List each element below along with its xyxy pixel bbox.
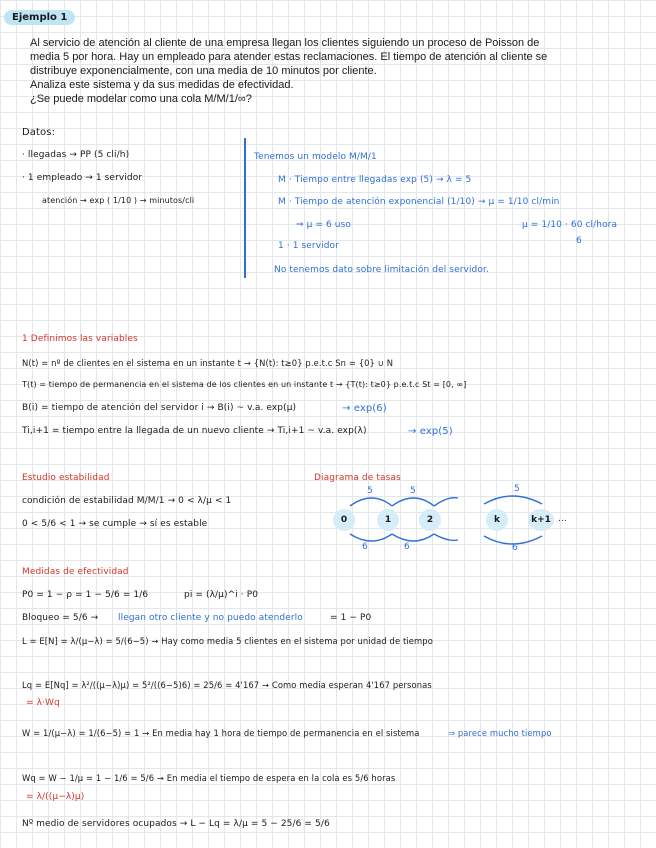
rate-label-down: 6 xyxy=(362,542,368,552)
datos-heading: Datos: xyxy=(22,127,56,138)
state-node-k: k xyxy=(486,509,508,531)
medida-Wq-red: = λ/((μ−λ)μ) xyxy=(26,792,85,802)
estabilidad-resultado: 0 < 5/6 < 1 → se cumple → sí es estable xyxy=(22,519,208,529)
statement-line: Al servicio de atención al cliente de una empresa llegan los clientes siguiendo un proceso de Poisson de xyxy=(30,37,540,49)
medida-bloqueo-eq: = 1 − P0 xyxy=(330,613,372,623)
datos-atencion: atención → exp ( 1/10 ) → minutos/cli xyxy=(42,196,195,205)
diagrama-heading: Diagrama de tasas xyxy=(314,473,401,483)
rate-label-down: 6 xyxy=(404,542,410,552)
medidas-heading: Medidas de efectividad xyxy=(22,567,129,577)
rate-label-up: 5 xyxy=(410,486,416,496)
modelo-line: M · Tiempo entre llegadas exp (5) → λ = 5 xyxy=(278,175,472,185)
modelo-line: ⇒ μ = 6 uso xyxy=(296,220,351,230)
variable-ti: Ti,i+1 = tiempo entre la llegada de un nuevo cliente → Ti,i+1 ~ v.a. exp(λ) xyxy=(22,426,367,436)
modelo-line: No tenemos dato sobre limitación del servidor. xyxy=(274,265,489,275)
medida-p0: P0 = 1 − ρ = 1 − 5/6 = 1/6 xyxy=(22,590,149,600)
statement-line: distribuye exponencialmente, con una media de 10 minutos por cliente. xyxy=(30,65,377,77)
modelo-line: μ = 1/10 · 60 cl/hora xyxy=(522,220,618,230)
estabilidad-condicion: condición de estabilidad M/M/1 → 0 < λ/μ < 1 xyxy=(22,496,232,506)
variables-heading: 1 Definimos las variables xyxy=(22,334,138,344)
rate-label-down: 6 xyxy=(512,543,518,553)
modelo-line: M · Tiempo de atención exponencial (1/10) → μ = 1/10 cl/min xyxy=(278,197,560,207)
state-node-k-plus-1: k+1 xyxy=(528,509,554,531)
state-node-1: 1 xyxy=(377,509,399,531)
medida-bloqueo: Bloqueo = 5/6 → xyxy=(22,613,99,623)
variable-t: T(t) = tiempo de permanencia en el sistema de los clientes en un instante t → {T(t): t≥0} p.e.t.c St = [0, ∞] xyxy=(22,380,467,389)
variable-b: B(i) = tiempo de atención del servidor i → B(i) ~ v.a. exp(μ) xyxy=(22,403,297,413)
estabilidad-heading: Estudio estabilidad xyxy=(22,473,110,483)
statement-line: ¿Se puede modelar como una cola M/M/1/∞? xyxy=(30,93,252,105)
state-ellipsis: ... xyxy=(558,514,567,524)
medida-Lq: Lq = E[Nq] = λ²/((μ−λ)μ) = 5²/((6−5)6) = 25/6 = 4'167 → Como media esperan 4'167 personas xyxy=(22,680,432,690)
medida-Wq: Wq = W − 1/μ = 1 − 1/6 = 5/6 → En media el tiempo de espera en la cola es 5/6 horas xyxy=(22,773,396,783)
state-node-0: 0 xyxy=(333,509,355,531)
variable-ti-extra: → exp(5) xyxy=(408,426,453,437)
medida-bloqueo-note: llegan otro cliente y no puedo atenderlo xyxy=(118,613,303,623)
datos-empleado: · 1 empleado → 1 servidor xyxy=(22,173,143,183)
medida-W-note: ⇒ parece mucho tiempo xyxy=(448,728,552,738)
datos-llegadas: · llegadas → PP (5 cli/h) xyxy=(22,150,130,160)
rate-label-up: 5 xyxy=(514,484,520,494)
modelo-line: 6 xyxy=(576,236,582,246)
example-title: Ejemplo 1 xyxy=(4,10,75,25)
medida-pi: pi = (λ/μ)^i · P0 xyxy=(184,590,259,600)
modelo-line: 1 · 1 servidor xyxy=(278,241,339,251)
variable-n: N(t) = nº de clientes en el sistema en un instante t → {N(t): t≥0} p.e.t.c Sn = {0} ∪ N xyxy=(22,358,394,368)
medida-L: L = E[N] = λ/(μ−λ) = 5/(6−5) → Hay como media 5 clientes en el sistema por unidad de tiempo xyxy=(22,636,433,646)
state-node-2: 2 xyxy=(419,509,441,531)
medida-Lq-red: = λ·Wq xyxy=(26,698,60,708)
statement-line: Analiza este sistema y da sus medidas de efectividad. xyxy=(30,79,294,91)
variable-b-extra: → exp(6) xyxy=(342,403,387,414)
medida-W: W = 1/(μ−λ) = 1/(6−5) = 1 → En media hay 1 hora de tiempo de permanencia en el sistema xyxy=(22,728,420,738)
rate-label-up: 5 xyxy=(367,486,373,496)
modelo-line: Tenemos un modelo M/M/1 xyxy=(254,152,377,162)
statement-line: media 5 por hora. Hay un empleado para atender estas reclamaciones. El tiempo de atención al cliente se xyxy=(30,51,548,63)
medida-servidores: Nº medio de servidores ocupados → L − Lq = λ/μ = 5 − 25/6 = 5/6 xyxy=(22,819,330,829)
